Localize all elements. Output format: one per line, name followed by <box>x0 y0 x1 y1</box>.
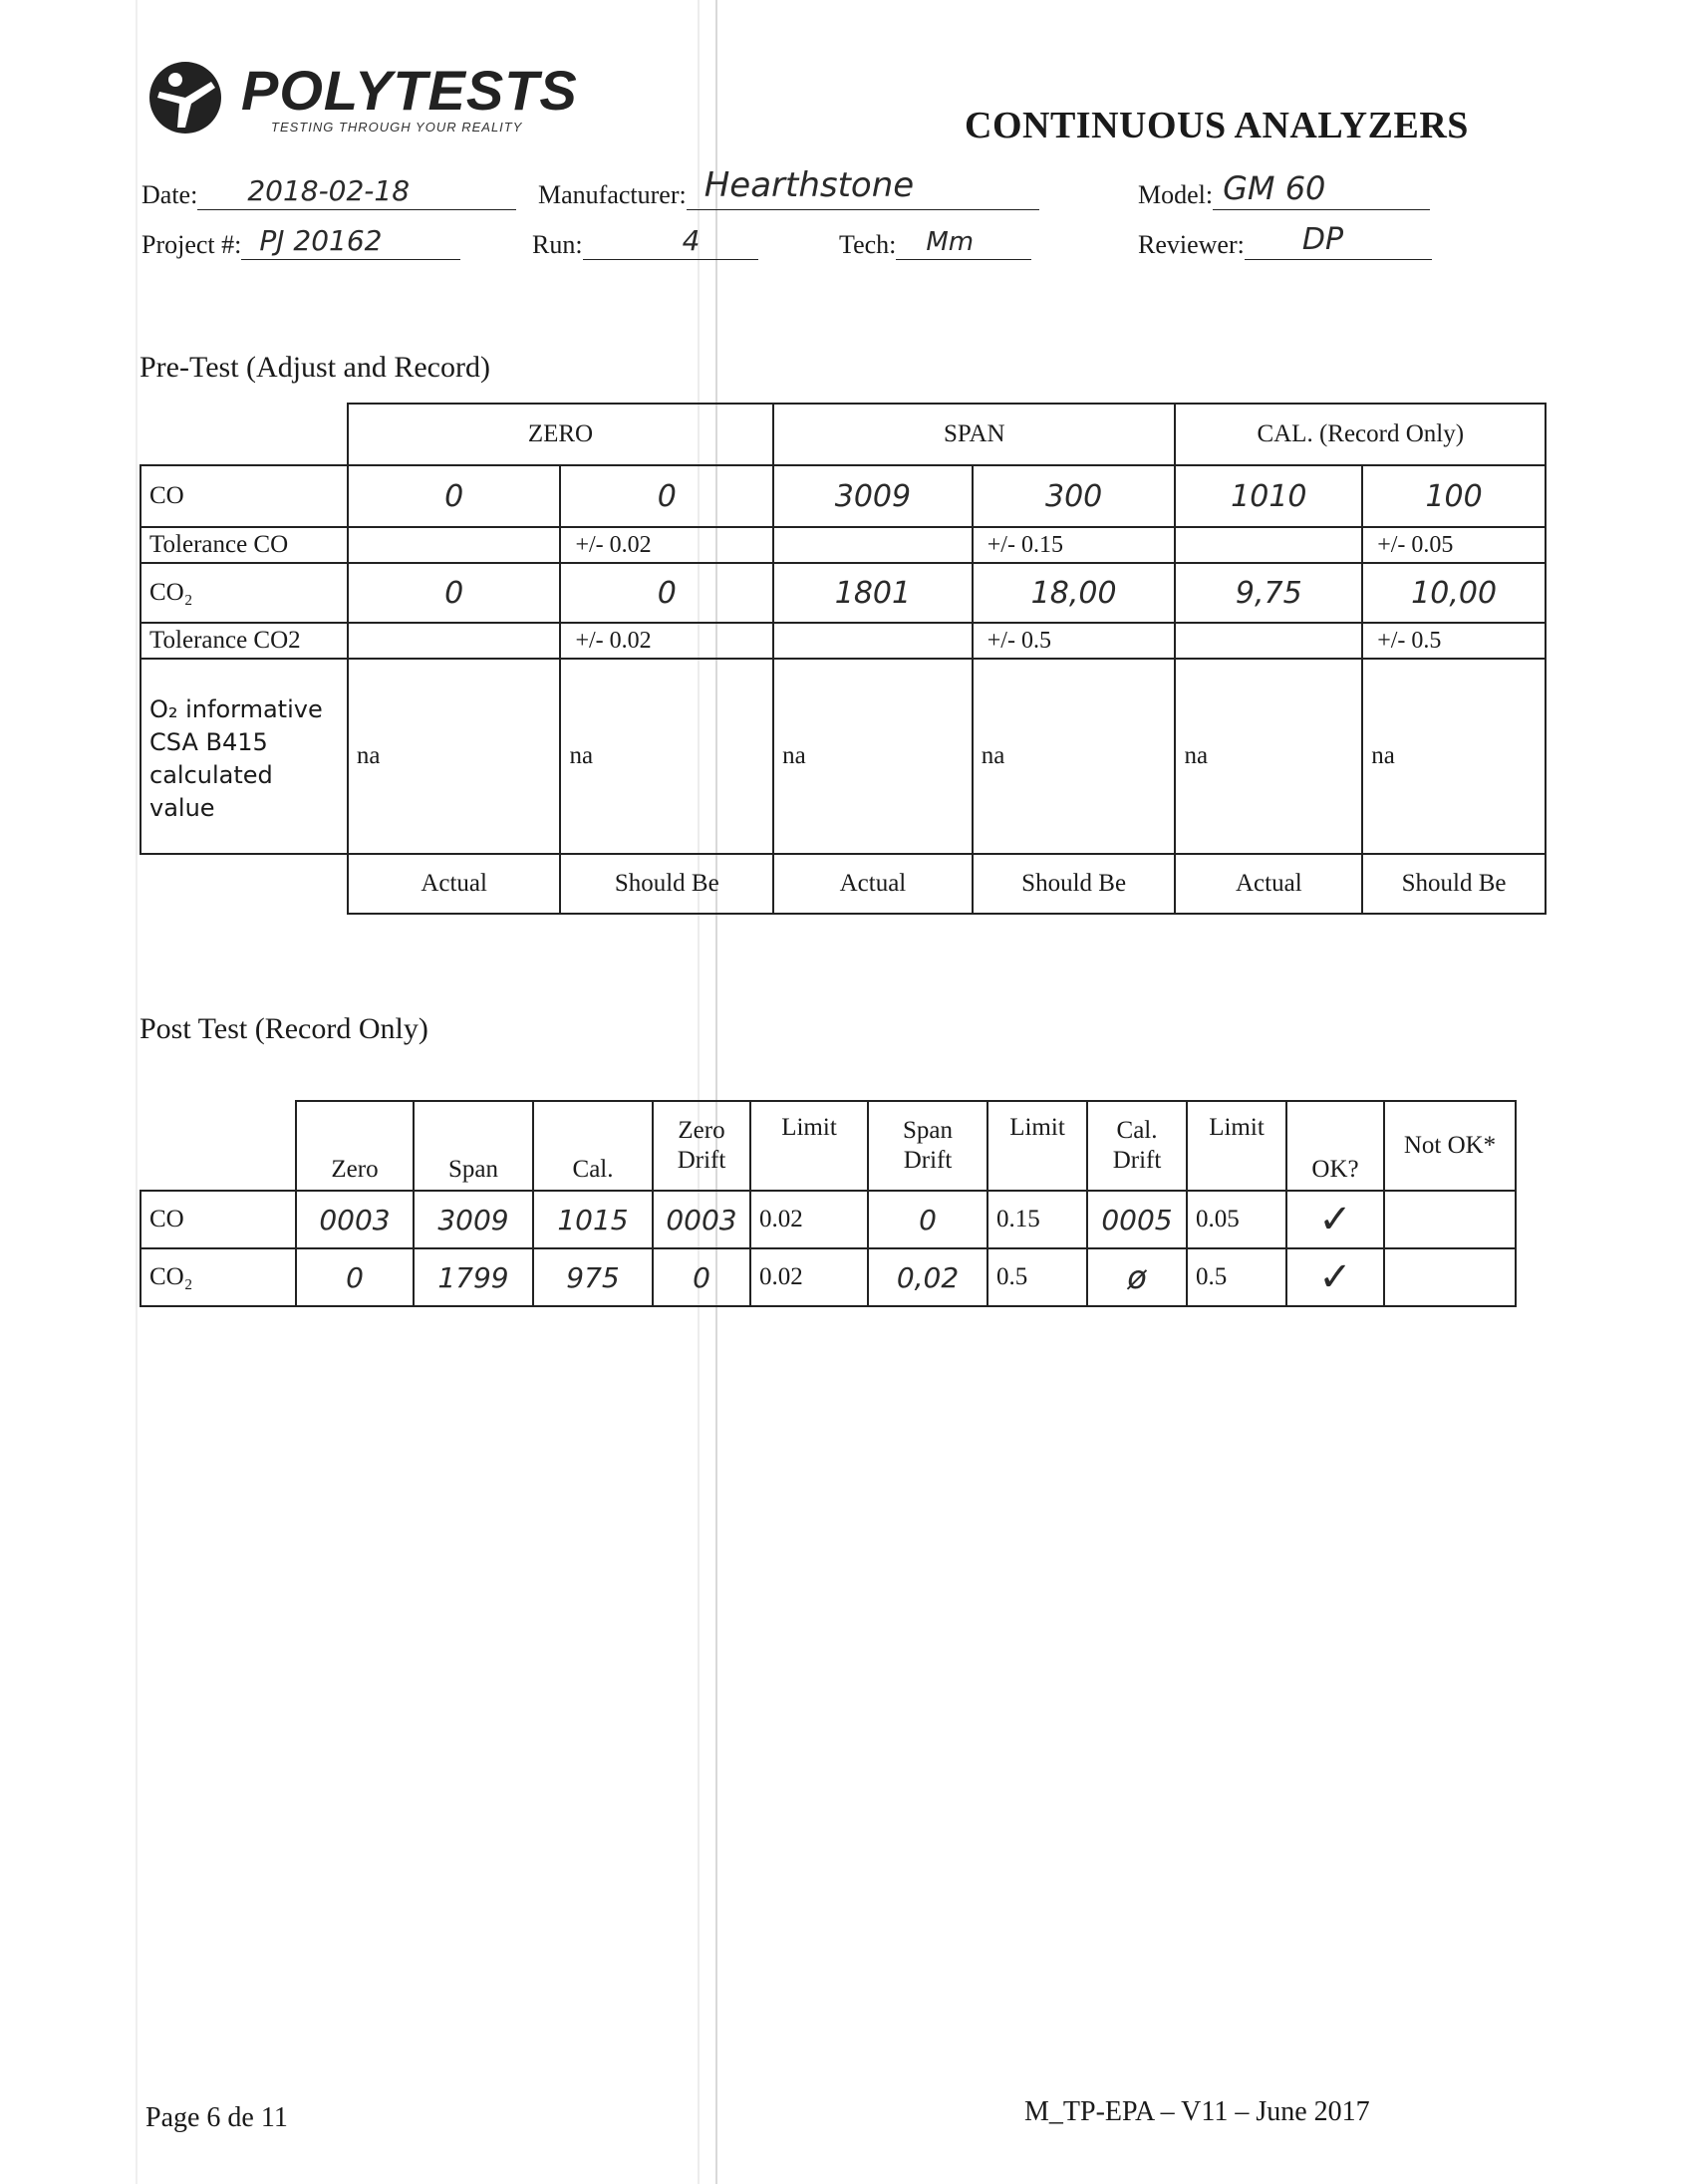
cell: 0003 <box>296 1191 414 1248</box>
row-label: Tolerance CO <box>141 527 348 563</box>
cell: 3009 <box>773 465 973 527</box>
cell <box>1384 1248 1516 1306</box>
posttest-title: Post Test (Record Only) <box>140 1012 428 1045</box>
model-field <box>1138 169 1430 210</box>
pretest-table <box>140 403 1547 915</box>
cell: 0 <box>296 1248 414 1306</box>
header-span-drift: Span Drift <box>868 1101 987 1191</box>
group-span: SPAN <box>773 404 1175 465</box>
cell <box>773 623 973 659</box>
cell: +/- 0.5 <box>973 623 1176 659</box>
posttest-header-row <box>141 1101 1516 1191</box>
ok-check-icon: ✓ <box>1286 1191 1384 1248</box>
project-field <box>141 224 460 260</box>
header-cal: Cal. <box>533 1101 653 1191</box>
logo-icon <box>145 58 231 137</box>
tech-field <box>839 229 1031 260</box>
cell: 0,02 <box>868 1248 987 1306</box>
date-field <box>141 174 516 210</box>
table-row <box>141 659 1546 854</box>
cell <box>348 623 561 659</box>
table-row <box>141 1191 1516 1248</box>
table-row <box>141 563 1546 623</box>
project-value: PJ 20162 <box>259 224 383 257</box>
cell: 0.05 <box>1187 1191 1286 1248</box>
row-label: CO₂ <box>141 1248 296 1306</box>
cell: +/- 0.05 <box>1362 527 1546 563</box>
cell: 0.02 <box>750 1191 868 1248</box>
cell: 0 <box>868 1191 987 1248</box>
ok-check-icon: ✓ <box>1286 1248 1384 1306</box>
cell: 1015 <box>533 1191 653 1248</box>
cell <box>773 527 973 563</box>
cell: 0 <box>348 465 561 527</box>
company-logo <box>145 58 584 137</box>
posttest-table <box>140 1100 1517 1307</box>
cell: 18,00 <box>973 563 1176 623</box>
document-title: CONTINUOUS ANALYZERS <box>965 105 1469 146</box>
manufacturer-value: Hearthstone <box>704 165 915 205</box>
cell: 0.15 <box>987 1191 1087 1248</box>
cell: na <box>560 659 773 854</box>
cell: ø <box>1087 1248 1187 1306</box>
footer-cell: Actual <box>1175 854 1362 914</box>
logo-name: POLYTESTS <box>241 59 578 122</box>
row-label: O₂ informative CSA B415 calculated value <box>141 659 348 854</box>
manufacturer-label: Manufacturer: <box>538 180 687 209</box>
cell: +/- 0.15 <box>973 527 1176 563</box>
footer-cell: Actual <box>773 854 973 914</box>
cell: 10,00 <box>1362 563 1546 623</box>
date-value: 2018-02-18 <box>247 174 411 207</box>
cell: 0005 <box>1087 1191 1187 1248</box>
run-field <box>532 224 758 260</box>
document-reference: M_TP-EPA – V11 – June 2017 <box>1024 2096 1370 2127</box>
table-row <box>141 1248 1516 1306</box>
pretest-title: Pre-Test (Adjust and Record) <box>140 351 490 384</box>
project-label: Project #: <box>141 230 242 259</box>
footer-cell: Should Be <box>1362 854 1546 914</box>
cell <box>1175 623 1362 659</box>
cell: 0.5 <box>1187 1248 1286 1306</box>
row-label: CO <box>141 465 348 527</box>
tech-label: Tech: <box>839 230 897 259</box>
cell: na <box>1175 659 1362 854</box>
run-value: 4 <box>682 224 701 257</box>
header-cal-drift: Cal. Drift <box>1087 1101 1187 1191</box>
cell: na <box>773 659 973 854</box>
cell: 975 <box>533 1248 653 1306</box>
model-value: GM 60 <box>1223 169 1326 207</box>
reviewer-value: DP <box>1301 222 1344 257</box>
cell: +/- 0.02 <box>560 623 773 659</box>
cell: 0 <box>653 1248 750 1306</box>
cell: 1801 <box>773 563 973 623</box>
cell <box>348 527 561 563</box>
row-label: CO₂ <box>141 563 348 623</box>
cell: 0 <box>348 563 561 623</box>
row-label: Tolerance CO2 <box>141 623 348 659</box>
cell: 9,75 <box>1175 563 1362 623</box>
header-limit: Limit <box>987 1101 1087 1191</box>
manufacturer-field <box>538 165 1039 210</box>
cell: na <box>348 659 561 854</box>
cell: 0.5 <box>987 1248 1087 1306</box>
cell: 0 <box>560 563 773 623</box>
run-label: Run: <box>532 230 583 259</box>
footer-cell: Actual <box>348 854 561 914</box>
cell: 3009 <box>414 1191 533 1248</box>
cell <box>1384 1191 1516 1248</box>
header-not-ok: Not OK* <box>1384 1101 1516 1191</box>
cell: na <box>973 659 1176 854</box>
reviewer-label: Reviewer: <box>1138 230 1245 259</box>
model-label: Model: <box>1138 180 1214 209</box>
cell: 100 <box>1362 465 1546 527</box>
group-cal: CAL. (Record Only) <box>1175 404 1546 465</box>
row-label: CO <box>141 1191 296 1248</box>
pretest-group-row <box>141 404 1546 465</box>
cell: 300 <box>973 465 1176 527</box>
header-limit: Limit <box>1187 1101 1286 1191</box>
pretest-footer-row <box>141 854 1546 914</box>
cell: 0 <box>560 465 773 527</box>
header-span: Span <box>414 1101 533 1191</box>
cell: +/- 0.02 <box>560 527 773 563</box>
table-row <box>141 623 1546 659</box>
table-row <box>141 527 1546 563</box>
cell: 0003 <box>653 1191 750 1248</box>
footer-cell: Should Be <box>973 854 1176 914</box>
cell <box>1175 527 1362 563</box>
table-row <box>141 465 1546 527</box>
header-zero: Zero <box>296 1101 414 1191</box>
header-ok: OK? <box>1286 1101 1384 1191</box>
cell: 1010 <box>1175 465 1362 527</box>
cell: 0.02 <box>750 1248 868 1306</box>
reviewer-field <box>1138 222 1432 260</box>
date-label: Date: <box>141 180 198 209</box>
group-zero: ZERO <box>348 404 773 465</box>
cell: +/- 0.5 <box>1362 623 1546 659</box>
header-zero-drift: Zero Drift <box>653 1101 750 1191</box>
header-limit: Limit <box>750 1101 868 1191</box>
page-number: Page 6 de 11 <box>145 2102 288 2133</box>
tech-value: Mm <box>926 227 975 257</box>
footer-cell: Should Be <box>560 854 773 914</box>
cell: na <box>1362 659 1546 854</box>
logo-tagline: TESTING THROUGH YOUR REALITY <box>271 120 523 135</box>
cell: 1799 <box>414 1248 533 1306</box>
